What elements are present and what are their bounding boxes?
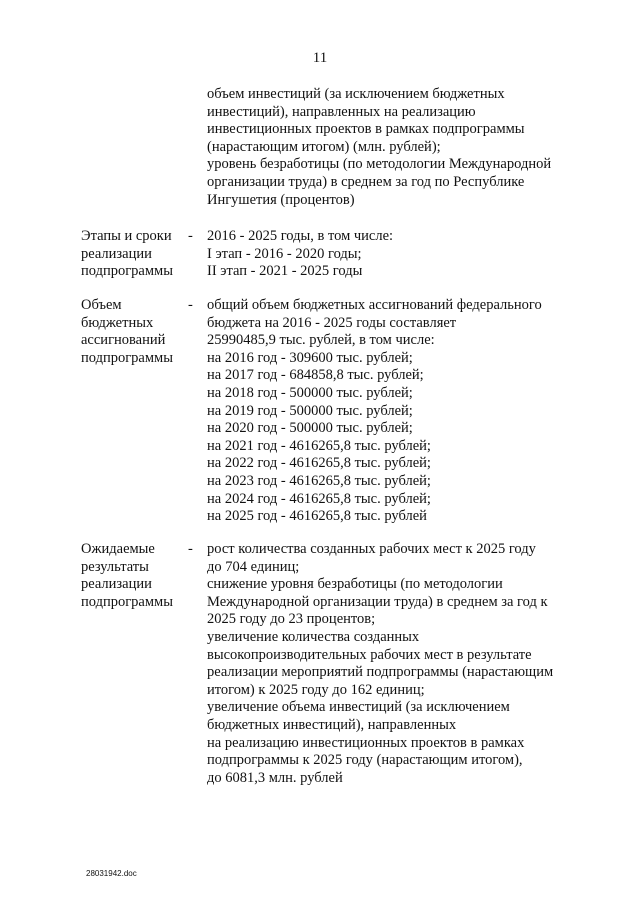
label-line: бюджетных [81,314,154,331]
intro-line: уровень безработицы (по методологии Международной [207,156,552,173]
intro-line: инвестиционных проектов в рамках подпрограммы [207,121,525,138]
value-line: снижение уровня безработицы (по методологии [207,576,503,593]
section-value-results [207,541,553,787]
value-line: на 2024 год - 4616265,8 тыс. рублей; [207,490,431,507]
value-line: на 2021 год - 4616265,8 тыс. рублей; [207,437,431,454]
page-number: 11 [312,50,328,66]
value-line: до 704 единиц; [207,558,300,575]
value-line: на 2018 год - 500000 тыс. рублей; [207,384,413,401]
value-line: II этап - 2021 - 2025 годы [207,263,363,280]
value-line: бюджета на 2016 - 2025 годы составляет [207,314,457,331]
label-line: подпрограммы [81,349,173,366]
label-line: реализации [81,245,152,262]
value-line: I этап - 2016 - 2020 годы; [207,245,362,262]
intro-line: (нарастающим итогом) (млн. рублей); [207,138,441,155]
label-line: подпрограммы [81,263,173,280]
section-label-results [81,541,173,611]
value-line: Международной организации труда) в среднем за год к [207,593,548,610]
value-line: бюджетных инвестиций), направленных [207,716,457,733]
section-value-budget [207,297,542,526]
file-name-footer: 28031942.doc [86,869,137,878]
value-line: на 2020 год - 500000 тыс. рублей; [207,420,413,437]
label-line: Ожидаемые [81,541,155,557]
value-line: на 2025 год - 4616265,8 тыс. рублей [207,508,427,525]
value-line: на 2022 год - 4616265,8 тыс. рублей; [207,455,431,472]
value-line: на 2023 год - 4616265,8 тыс. рублей; [207,472,431,489]
value-line: на реализацию инвестиционных проектов в рамках [207,734,525,751]
value-line: 2025 году до 23 процентов; [207,611,376,628]
label-line: результаты [81,558,149,575]
value-line: рост количества созданных рабочих мест к 2025 году [207,541,536,557]
section-label-stages [81,228,173,281]
section-label-budget [81,297,173,367]
label-line: Объем [81,297,122,313]
label-line: Этапы и сроки [81,228,172,244]
value-line: увеличение объема инвестиций (за исключением [207,699,510,716]
value-line: до 6081,3 млн. рублей [207,769,343,786]
value-line: реализации мероприятий подпрограммы (нарастающим [207,664,554,681]
value-line: 25990485,9 тыс. рублей, в том числе: [207,332,435,349]
section-dash: - [188,297,193,313]
section-value-stages [207,228,393,281]
value-line: на 2019 год - 500000 тыс. рублей; [207,402,413,419]
intro-line: организации труда) в среднем за год по Республике [207,173,525,190]
value-line: 2016 - 2025 годы, в том числе: [207,228,394,244]
intro-text [207,86,551,209]
label-line: ассигнований [81,332,166,349]
section-dash: - [188,541,193,557]
value-line: увеличение количества созданных [207,628,420,645]
value-line: на 2016 год - 309600 тыс. рублей; [207,349,413,366]
intro-line: объем инвестиций (за исключением бюджетных [207,86,505,102]
value-line: высокопроизводительных рабочих мест в результате [207,646,532,663]
value-line: общий объем бюджетных ассигнований федерального [207,297,542,313]
value-line: подпрограммы к 2025 году (нарастающим итогом), [207,752,523,769]
value-line: на 2017 год - 684858,8 тыс. рублей; [207,367,424,384]
section-dash: - [188,228,193,244]
label-line: подпрограммы [81,593,173,610]
label-line: реализации [81,576,152,593]
intro-line: инвестиций), направленных на реализацию [207,103,476,120]
intro-line: Ингушетия (процентов) [207,191,355,208]
value-line: итогом) к 2025 году до 162 единиц; [207,681,425,698]
